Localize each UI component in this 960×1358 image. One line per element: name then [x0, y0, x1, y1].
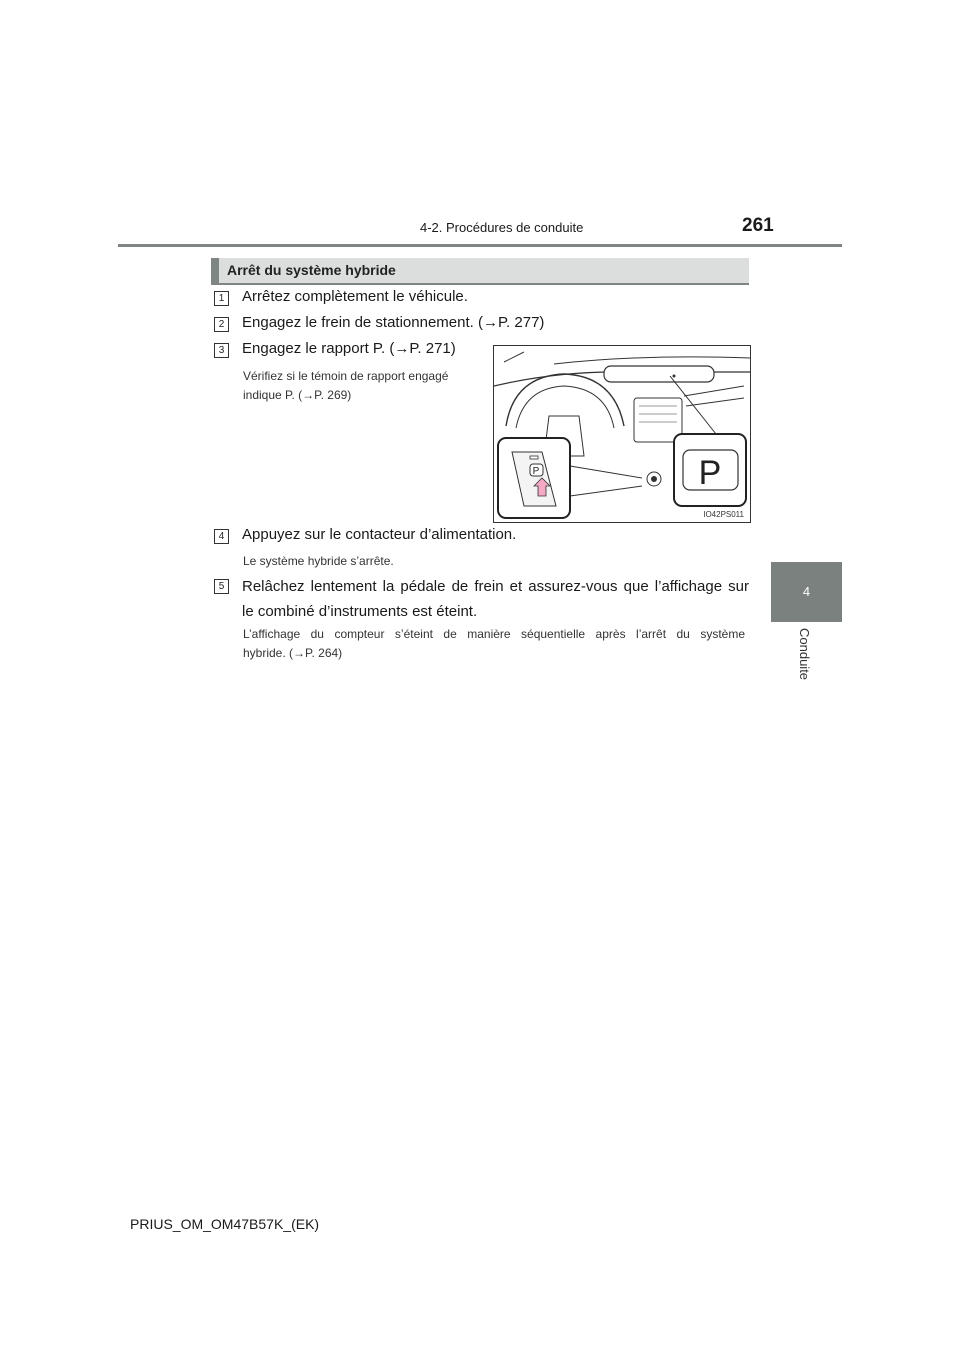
shift-button-label: P — [532, 466, 540, 477]
chapter-tab: 4 — [771, 562, 842, 622]
running-header-section: 4-2. Procédures de conduite — [420, 220, 584, 235]
chapter-label-text: Conduite — [797, 628, 812, 681]
document-id: PRIUS_OM_OM47B57K_(EK) — [130, 1216, 320, 1232]
step-4-text: Appuyez sur le contacteur d’alimentation. — [242, 526, 517, 543]
step-3-note-line-1: Vérifiez si le témoin de rapport engagé — [243, 369, 449, 383]
chapter-tab-label — [771, 628, 842, 688]
shift-lever-illustration — [493, 345, 751, 523]
step-number-4: 4 — [214, 529, 229, 544]
indicator-label: P — [698, 454, 722, 492]
figure-code: IO42PS011 — [703, 510, 744, 519]
step-3-note-line-2: indique P. (→P. 269) — [243, 388, 352, 402]
section-title: Arrêt du système hybride — [227, 262, 396, 278]
header-rule — [118, 244, 842, 247]
step-5-note-line-2: hybride. (→P. 264) — [243, 646, 343, 660]
step-2-text: Engagez le frein de stationnement. (→P. 277) — [242, 314, 545, 331]
step-number-3: 3 — [214, 343, 229, 358]
step-5-text — [242, 574, 749, 624]
section-bar-accent — [211, 258, 219, 283]
step-number-1: 1 — [214, 291, 229, 306]
step-5-text-line-1: Relâchez lentement la pédale de frein et assurez-vous que l’affichage sur — [242, 578, 749, 595]
step-4-note: Le système hybride s’arrête. — [243, 554, 394, 568]
step-5-note-line-1: L’affichage du compteur s’éteint de manière séquentielle après l’arrêt du système — [243, 627, 745, 641]
step-number-5: 5 — [214, 579, 229, 594]
step-1-text: Arrêtez complètement le véhicule. — [242, 288, 468, 305]
dashboard-drawing — [494, 346, 750, 522]
step-3-text: Engagez le rapport P. (→P. 271) — [242, 340, 456, 357]
step-5-text-line-2: le combiné d’instruments est éteint. — [242, 603, 478, 620]
step-3-note — [243, 367, 448, 405]
page-number: 261 — [742, 215, 774, 236]
section-title-bar — [211, 258, 749, 285]
step-number-2: 2 — [214, 317, 229, 332]
step-5-note — [243, 625, 745, 663]
